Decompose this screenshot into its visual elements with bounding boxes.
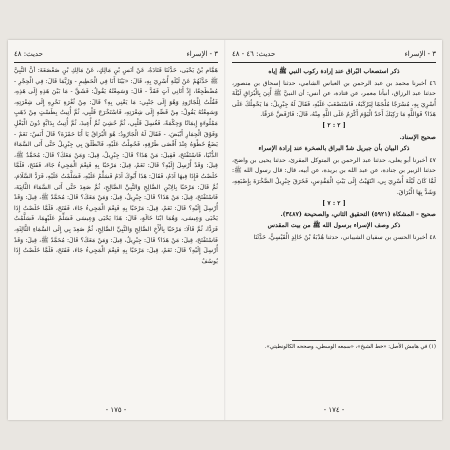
right-header-chapter: ٣ - الإسراء <box>404 50 436 58</box>
hadith-paragraph: ٤٦ أخبرنا محمد بن عبد الرحمن بن العباس الشامي، حدثنا إسحاق بن منصور، حدثنا عبد الرزاق، أنبأنا معمر، عن قتادة، عن أنس: أن النبيَّ ﷺ أُتِيَ بِالْبُرَاقِ لَيْلَةَ أُسْرِيَ بِهِ، مُسْرَجًا مُلْجَمًا لِيَرْكَبَهُ، فَاسْتَصْعَبَ عَلَيْهِ، فَقَالَ لَهُ جِبْرِيلُ: مَا يَحْمِلُكَ عَلَى هَذَا؟ فَوَاللَّهِ مَا رَكِبَكَ أَحَدٌ الْيَوْمَ أَكْرَمُ عَلَى اللَّهِ مِنْهُ، قَالَ: فَارْفَضَّ عَرَقًا. <box>232 79 436 119</box>
footnote: (١) في هامش الأصل: «خط الشيخ»، «سمعه الوسطي، وصححه الكالونطيتي». <box>264 344 436 350</box>
hadith-paragraph: ٤٧ أخبرنا أبو يعلى، حدثنا عبد الرحمن بن المتوكل المقرئ، حدثنا يحيى بن واضح، حدثنا الزبير بن جنادة، عن عبد الله بن بريدة، عن أبيه، قال: قال رسول الله ﷺ: لَمَّا كَانَ لَيْلَةَ أُسْرِيَ بِي، انْتَهَيْتُ إِلَى بَيْتِ الْمَقْدِسِ، فَخَرَقَ جِبْرِيلُ الصَّخْرَةَ بِإِصْبَعِهِ، وَشَدَّ بِهَا الْبُرَاقَ. <box>232 156 436 196</box>
left-page-header <box>14 48 218 60</box>
reference-mark: [ ٢ : ٧ ] <box>322 199 346 207</box>
footnote-rule <box>292 340 436 341</box>
right-page <box>232 40 436 420</box>
right-page-header <box>232 48 436 60</box>
left-page-body <box>14 66 218 400</box>
right-page-number: - ١٧٤ - <box>323 406 345 414</box>
left-page <box>14 40 218 420</box>
right-page-body <box>232 66 436 338</box>
left-header-hadith-range: حديث: ٤٨ <box>14 50 43 58</box>
section-heading: ذكر وصف الإسراء برسول الله ﷺ من بيت المقدس <box>267 222 401 230</box>
section-heading: ذكر استصعاب البُراق عند إرادة ركوب النبي ﷺ إياه <box>268 68 400 75</box>
book-spread <box>8 40 442 420</box>
section-heading: ذكر البيان بأن جبريل شدّ البراق بالصخرة عند إرادة الإسراء <box>258 145 410 153</box>
book-gutter <box>224 40 226 420</box>
left-page-number: - ١٧٥ - <box>105 406 127 414</box>
left-header-chapter: ٣ - الإسراء <box>186 50 218 58</box>
right-header-hadith-range: حديث: ٤٦ - ٤٨ <box>232 50 276 58</box>
hadith-paragraph: ٤٨ أخبرنا الحسن بن سفيان الشيباني، حدثنا هُدْبَةُ بْنُ خَالِدٍ الْقَيْسِيُّ، حَدَّثَنَا <box>253 233 436 241</box>
right-header-rule <box>232 62 436 63</box>
grading-note: صحيح - المشكاة (٥٩٢١) التحقيق الثاني، والصحيحة (٣٤٨٧). <box>280 210 436 218</box>
left-header-rule <box>14 62 218 63</box>
reference-mark: [ ٢ : ٢ ] <box>322 122 346 130</box>
grading-note: صحيح الإسناد. <box>399 133 436 141</box>
left-paragraph: هَمَّام بْنُ يَحْيَى، حَدَّثَنَا قَتَادَةُ، عَنْ أَنَسِ بْنِ مَالِكٍ، عَنْ مَالِكِ بْنِ صَعْصَعَةَ: أَنَّ النَّبِيَّ ﷺ حَدَّثَهُمْ عَنْ لَيْلَةِ أُسْرِيَ بِهِ، قَالَ: «بَيْنَا أَنَا فِي الْحَطِيمِ - وَرُبَّمَا قَالَ: فِي الْحِجْرِ - مُضْطَجِعًا، إِذْ أَتَانِي آتٍ فَقَدَّ - قَالَ: وَسَمِعْتُهُ يَقُولُ: فَشَقَّ - مَا بَيْنَ هَذِهِ إِلَى هَذِهِ، فَقُلْتُ لِلْجَارُودِ وَهُوَ إِلَى جَنْبِي: مَا يَعْنِي بِهِ؟ قَالَ: مِنْ ثُغْرَةِ نَحْرِهِ إِلَى شِعْرَتِهِ، وَسَمِعْتُهُ يَقُولُ: مِنْ قَصِّهِ إِلَى شِعْرَتِهِ، فَاسْتَخْرَجَ قَلْبِي، ثُمَّ أُتِيتُ بِطَسْتٍ مِنْ ذَهَبٍ مَمْلُوءَةٍ إِيمَانًا وَحِكْمَةً، فَغُسِلَ قَلْبِي، ثُمَّ حُشِيَ ثُمَّ أُعِيدَ، ثُمَّ أُتِيتُ بِدَابَّةٍ دُونَ الْبَغْلِ وَفَوْقَ الْحِمَارِ أَبْيَضَ، - فَقَالَ لَهُ الْجَارُودُ: هُوَ الْبُرَاقُ يَا أَبَا حَمْزَةَ؟ قَالَ أَنَسٌ: نَعَمْ - يَضَعُ خَطْوَهُ عِنْدَ أَقْصَى طَرْفِهِ، فَحُمِلْتُ عَلَيْهِ، فَانْطَلَقَ بِي جِبْرِيلُ حَتَّى أَتَى السَّمَاءَ الدُّنْيَا، فَاسْتَفْتَحَ، فَقِيلَ: مَنْ هَذَا؟ قَالَ: جِبْرِيلُ، قِيلَ: وَمَنْ مَعَكَ؟ قَالَ: مُحَمَّدٌ ﷺ، قِيلَ: وَقَدْ أُرْسِلَ إِلَيْهِ؟ قَالَ: نَعَمْ، قِيلَ: مَرْحَبًا بِهِ فَنِعْمَ الْمَجِيءُ جَاءَ، فَفَتَحَ، فَلَمَّا خَلَصْتُ فَإِذَا فِيهَا آدَمُ، فَقَالَ: هَذَا أَبُوكَ آدَمُ فَسَلِّمْ عَلَيْهِ، فَسَلَّمْتُ عَلَيْهِ، فَرَدَّ السَّلَامَ، ثُمَّ قَالَ: مَرْحَبًا بِالِابْنِ الصَّالِحِ وَالنَّبِيِّ الصَّالِحِ، ثُمَّ صَعِدَ حَتَّى أَتَى السَّمَاءَ الثَّانِيَةَ، فَاسْتَفْتَحَ، قِيلَ: مَنْ هَذَا؟ قَالَ: جِبْرِيلُ، قِيلَ: وَمَنْ مَعَكَ؟ قَالَ: مُحَمَّدٌ ﷺ، قِيلَ: وَقَدْ أُرْسِلَ إِلَيْهِ؟ قَالَ: نَعَمْ، قِيلَ: مَرْحَبًا بِهِ فَنِعْمَ الْمَجِيءُ جَاءَ، فَفَتَحَ، فَلَمَّا خَلَصْتُ إِذَا يَحْيَى وَعِيسَى، وَهُمَا ابْنَا خَالَةٍ، قَالَ: هَذَا يَحْيَى وَعِيسَى فَسَلِّمْ عَلَيْهِمَا، فَسَلَّمْتُ فَرَدَّا، ثُمَّ قَالَا: مَرْحَبًا بِالْأَخِ الصَّالِحِ وَالنَّبِيِّ الصَّالِحِ، ثُمَّ صَعِدَ بِي إِلَى السَّمَاءِ الثَّالِثَةِ، فَاسْتَفْتَحَ، قِيلَ: مَنْ هَذَا؟ قَالَ: جِبْرِيلُ، قِيلَ: وَمَنْ مَعَكَ؟ قَالَ: مُحَمَّدٌ ﷺ، قِيلَ: وَقَدْ أُرْسِلَ إِلَيْهِ؟ قَالَ: نَعَمْ، قِيلَ: مَرْحَبًا بِهِ فَنِعْمَ الْمَجِيءُ جَاءَ، فَفَتَحَ، فَلَمَّا خَلَصْتُ إِذَا يُوسُفُ <box>14 67 218 265</box>
